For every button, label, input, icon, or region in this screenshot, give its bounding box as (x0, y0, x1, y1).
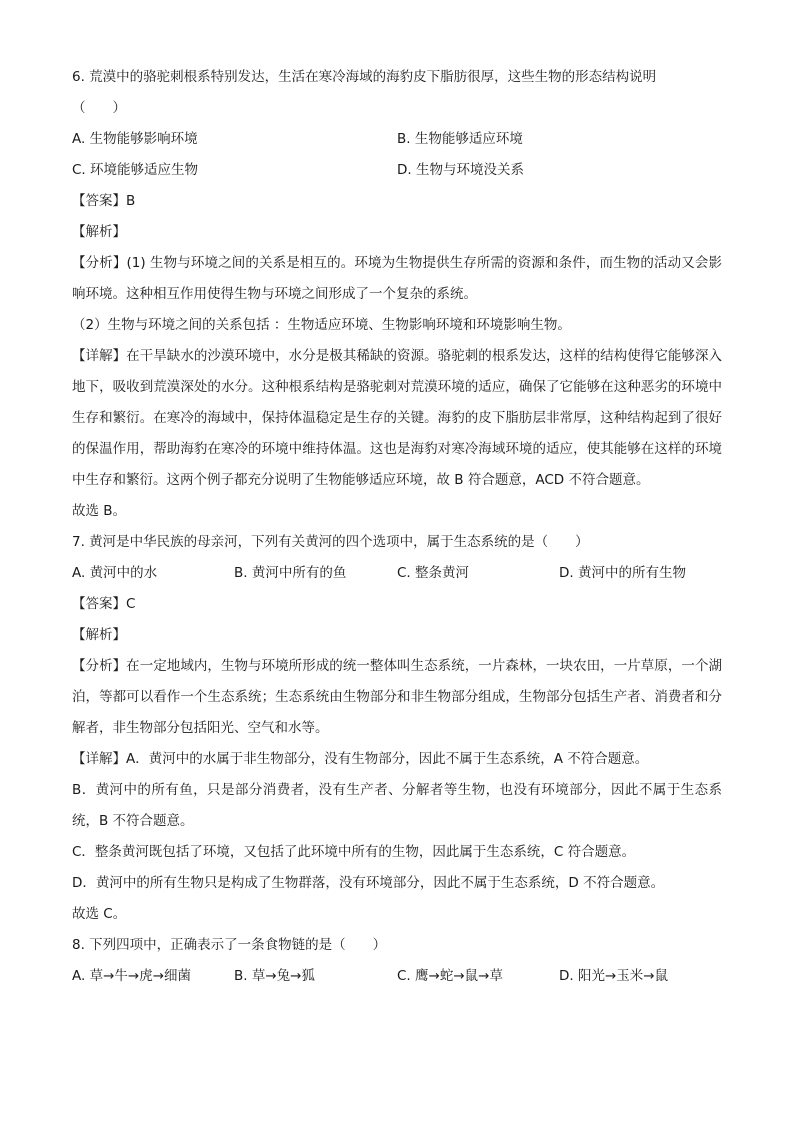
q7-option-a: A. 黄河中的水 (72, 565, 158, 581)
q6-option-c: C. 环境能够适应生物 (72, 162, 199, 178)
q7-xiangjie-a: 【详解】A．黄河中的水属于非生物部分，没有生物部分，因此不属于生态系统，A 不符合题意。 (72, 751, 649, 767)
q6-answer: 【答案】B (72, 193, 136, 209)
q7-analysis-label: 【解析】 (72, 627, 126, 643)
q8-option-c: C. 鹰→蛇→鼠→草 (397, 968, 503, 984)
q7-option-b: B. 黄河中所有的鱼 (234, 565, 347, 581)
q7-option-d: D. 黄河中的所有生物 (559, 565, 686, 581)
q6-xiangjie: 【详解】在干旱缺水的沙漠环境中，水分是极其稀缺的资源。骆驼刺的根系发达，这样的结构使得它能够深入地下，吸收到荒漠深处的水分。这种根系结构是骆驼刺对荒漠环境的适应，确保了它能够在这种恶劣的环境中生存和繁衍。在寒冷的海域中，保持体温稳定是生存的关键。海豹的皮下脂肪层非常厚，这种结构起到了很好的保温作用，帮助海豹在寒冷的环境中维持体温。这也是海豹对寒冷海域环境的适应，使其能够在这样的环境中生存和繁衍。这两个例子都充分说明了生物能够适应环境，故 B 符合题意，ACD 不符合题意。 (72, 348, 722, 488)
q6-option-d: D. 生物与环境没关系 (397, 162, 524, 178)
q6-stem: 6. 荒漠中的骆驼刺根系特别发达，生活在寒冷海域的海豹皮下脂肪很厚，这些生物的形态结构说明 (72, 69, 657, 85)
q6-analysis-label: 【解析】 (72, 224, 126, 240)
q7-choose: 故选 C。 (72, 906, 127, 922)
q6-options-row-1 (72, 124, 722, 155)
q6-paren: （ ） (72, 100, 126, 116)
q6-option-a: A. 生物能够影响环境 (72, 131, 198, 147)
q6-choose: 故选 B。 (72, 503, 127, 519)
q8-options (72, 961, 722, 992)
q7-options (72, 558, 722, 589)
q7-stem: 7. 黄河是中华民族的母亲河，下列有关黄河的四个选项中，属于生态系统的是（ ） (72, 534, 589, 550)
q8-option-a: A. 草→牛→虎→细菌 (72, 968, 192, 984)
q7-option-c: C. 整条黄河 (397, 565, 470, 581)
q7-xiangjie-c: C．整条黄河既包括了环境，又包括了此环境中所有的生物，因此属于生态系统，C 符合题意。 (72, 844, 636, 860)
q6-fenxi-2: （2）生物与环境之间的关系包括 ：生物适应环境、生物影响环境和环境影响生物。 (72, 317, 571, 333)
q6-fenxi: 【分析】(1) 生物与环境之间的关系是相互的。环境为生物提供生存所需的资源和条件，而生物的活动又会影响环境。这种相互作用使得生物与环境之间形成了一个复杂的系统。 (72, 255, 722, 302)
q7-xiangjie-b: B．黄河中的所有鱼，只是部分消费者，没有生产者、分解者等生物，也没有环境部分，因此不属于生态系统，B 不符合题意。 (72, 782, 722, 829)
q6-option-b: B. 生物能够适应环境 (397, 131, 523, 147)
q7-xiangjie-d: D．黄河中的所有生物只是构成了生物群落，没有环境部分，因此不属于生态系统，D 不符合题意。 (72, 875, 665, 891)
q6-options-row-2 (72, 155, 722, 186)
q8-option-d: D. 阳光→玉米→鼠 (559, 968, 669, 984)
q8-stem: 8. 下列四项中，正确表示了一条食物链的是（ ） (72, 937, 387, 953)
document-page (72, 62, 722, 992)
q7-fenxi: 【分析】在一定地域内，生物与环境所形成的统一整体叫生态系统，一片森林，一块农田，一片草原，一个湖泊，等都可以看作一个生态系统；生态系统由生物部分和非生物部分组成，生物部分包括生产者、消费者和分解者，非生物部分包括阳光、空气和水等。 (72, 658, 722, 736)
q8-option-b: B. 草→兔→狐 (234, 968, 315, 984)
q7-answer: 【答案】C (72, 596, 136, 612)
